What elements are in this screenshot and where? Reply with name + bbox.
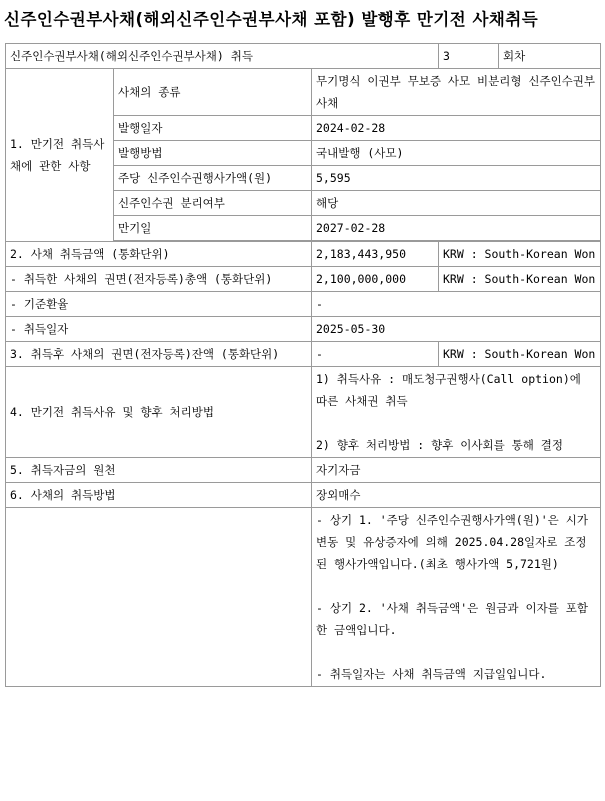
section6-label: 6. 사채의 취득방법 <box>6 483 312 508</box>
face-value-currency: KRW : South-Korean Won <box>439 267 601 292</box>
plan-line: 2) 향후 처리방법 : 향후 이사회를 통해 결정 <box>316 438 563 452</box>
section3-currency: KRW : South-Korean Won <box>439 342 601 367</box>
header-row <box>6 44 601 69</box>
section3-row <box>6 342 601 367</box>
section6-value: 장외매수 <box>312 483 601 508</box>
bond-type-value: 무기명식 이권부 무보증 사모 비분리형 신주인수권부사채 <box>312 69 601 116</box>
round-count: 3 <box>439 44 499 69</box>
section2-currency: KRW : South-Korean Won <box>439 242 601 267</box>
section2-row <box>6 242 601 267</box>
issue-method-label: 발행방법 <box>114 141 312 166</box>
notes-value <box>312 508 601 687</box>
exercise-price-label: 주당 신주인수권행사가액(원) <box>114 166 312 191</box>
section3-value: - <box>312 342 439 367</box>
exchange-rate-value: - <box>312 292 601 317</box>
header-label: 신주인수권부사채(해외신주인수권부사채) 취득 <box>6 44 439 69</box>
face-value-value: 2,100,000,000 <box>312 267 439 292</box>
notes-label <box>6 508 312 687</box>
face-value-row <box>6 267 601 292</box>
issue-date-value: 2024-02-28 <box>312 116 601 141</box>
section1-label: 1. 만기전 취득사채에 관한 사항 <box>6 69 114 242</box>
blank-line <box>316 412 596 434</box>
issue-method-value: 국내발행 (사모) <box>312 141 601 166</box>
exercise-price-value: 5,595 <box>312 166 601 191</box>
acquisition-date-row <box>6 317 601 342</box>
section5-value: 자기자금 <box>312 458 601 483</box>
reason-line: 1) 취득사유 : 매도청구권행사(Call option)에 따른 사채권 취득 <box>316 372 581 408</box>
note-1: - 상기 1. '주당 신주인수권행사가액(원)'은 시가변동 및 유상증자에 의해 2025.04.28일자로 조정된 행사가액입니다.(최초 행사가액 5,721원) <box>316 513 588 571</box>
maturity-value: 2027-02-28 <box>312 216 601 241</box>
bond-type-label: 사채의 종류 <box>114 69 312 116</box>
maturity-label: 만기일 <box>114 216 312 241</box>
round-unit: 회차 <box>499 44 601 69</box>
section3-label: 3. 취득후 사채의 권면(전자등록)잔액 (통화단위) <box>6 342 312 367</box>
section4-label: 4. 만기전 취득사유 및 향후 처리방법 <box>6 367 312 458</box>
notes-row <box>6 508 601 687</box>
exchange-rate-row <box>6 292 601 317</box>
section2-label: 2. 사채 취득금액 (통화단위) <box>6 242 312 267</box>
acquisition-date-label: - 취득일자 <box>6 317 312 342</box>
blank-line <box>316 575 596 597</box>
separation-label: 신주인수권 분리여부 <box>114 191 312 216</box>
issue-date-label: 발행일자 <box>114 116 312 141</box>
page-title: 신주인수권부사채(해외신주인수권부사채 포함) 발행후 만기전 사채취득 <box>4 10 539 29</box>
face-value-label: - 취득한 사채의 권면(전자등록)총액 (통화단위) <box>6 267 312 292</box>
blank-line <box>316 641 596 663</box>
note-2: - 상기 2. '사채 취득금액'은 원금과 이자를 포함한 금액입니다. <box>316 601 588 637</box>
disclosure-table <box>5 43 601 687</box>
separation-value: 해당 <box>312 191 601 216</box>
exchange-rate-label: - 기준환율 <box>6 292 312 317</box>
section6-row <box>6 483 601 508</box>
section2-value: 2,183,443,950 <box>312 242 439 267</box>
bond-type-row <box>6 69 601 116</box>
note-3: - 취득일자는 사채 취득금액 지급일입니다. <box>316 667 547 681</box>
section4-value <box>312 367 601 458</box>
section5-row <box>6 458 601 483</box>
acquisition-date-value: 2025-05-30 <box>312 317 601 342</box>
section4-row <box>6 367 601 458</box>
section5-label: 5. 취득자금의 원천 <box>6 458 312 483</box>
